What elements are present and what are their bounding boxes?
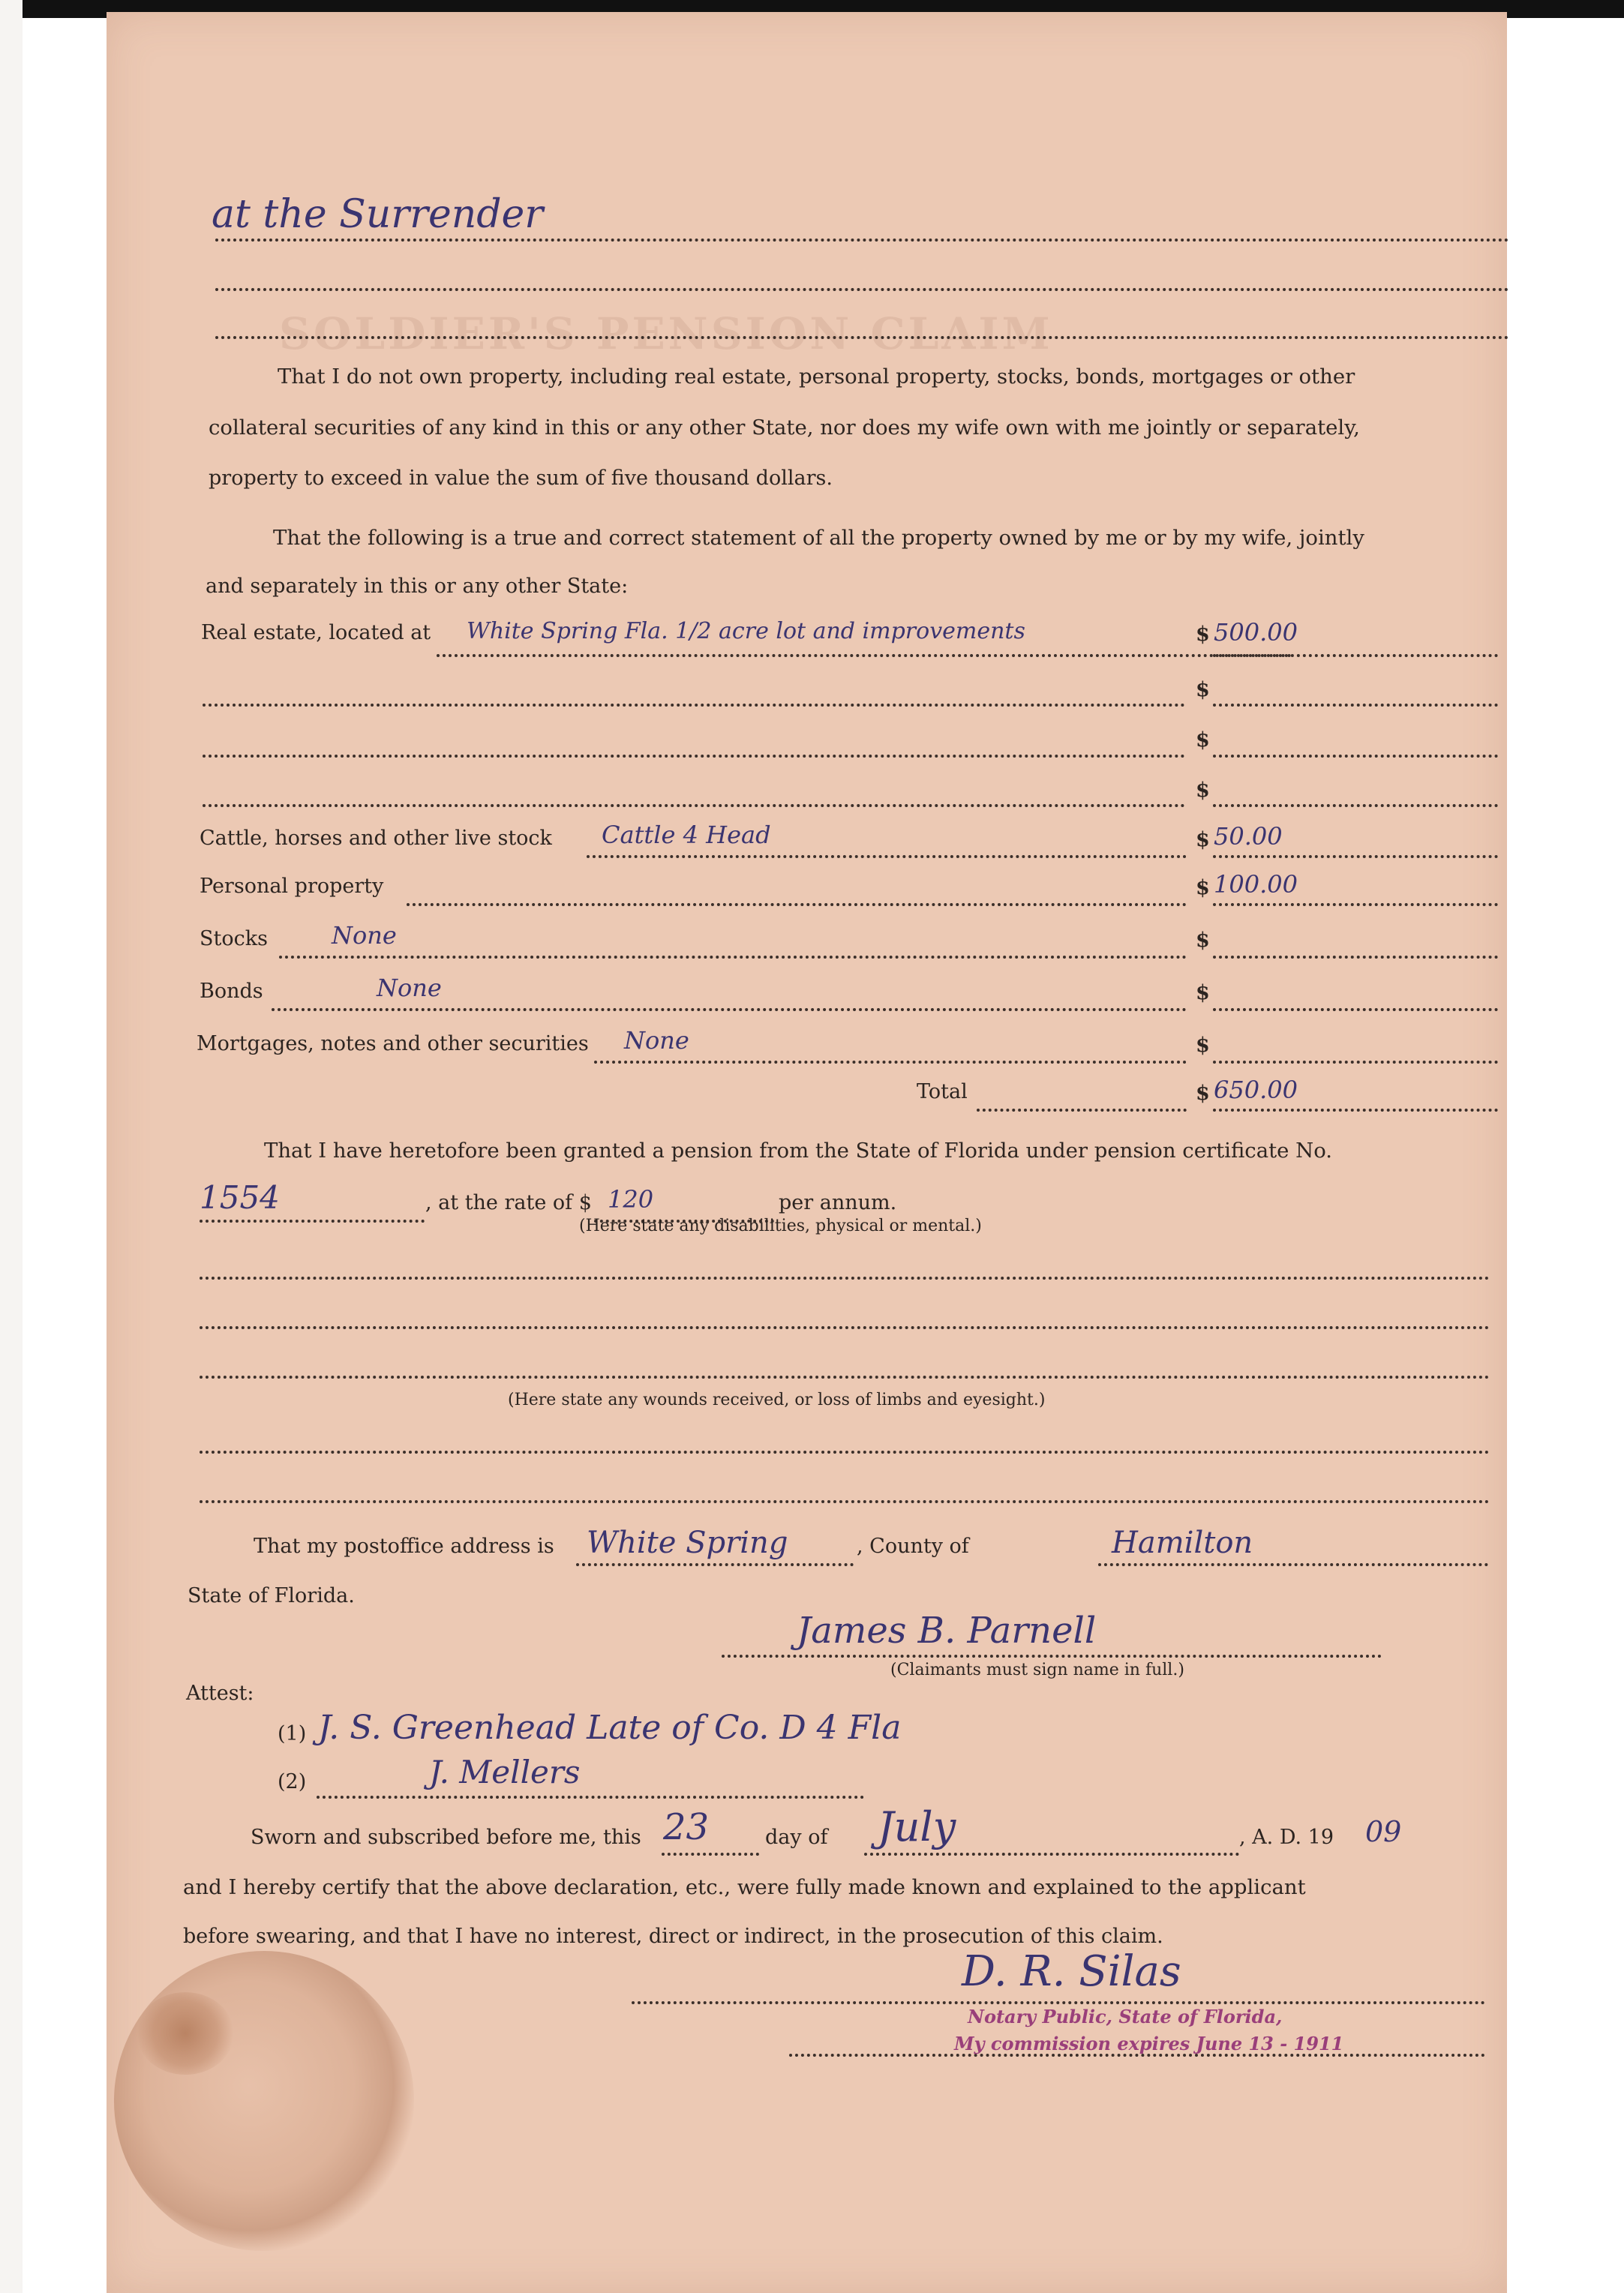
dotted-line — [200, 1326, 1490, 1329]
dotted-line — [1213, 755, 1498, 758]
dotted-line — [215, 288, 1509, 291]
dollar-sign: $ — [1196, 981, 1210, 1004]
disabilities-note: (Here state any disabilities, physical or mental.) — [579, 1217, 982, 1235]
dotted-line — [722, 1655, 1382, 1658]
livestock-value: 50.00 — [1214, 822, 1283, 851]
scan-left-margin — [0, 0, 23, 2293]
claimant-signature: James B. Parnell — [797, 1610, 1097, 1652]
dotted-line — [662, 1853, 759, 1856]
oath-month: July — [878, 1803, 956, 1850]
total-label: Total — [917, 1080, 968, 1103]
dotted-line — [200, 1220, 425, 1223]
livestock-description: Cattle 4 Head — [602, 821, 771, 849]
dotted-line — [1213, 956, 1498, 959]
dollar-sign: $ — [1196, 929, 1210, 952]
dotted-line — [437, 654, 1292, 657]
total-value: 650.00 — [1214, 1076, 1298, 1104]
seal-stain — [137, 1992, 234, 2075]
bonds-value: None — [377, 974, 442, 1002]
attest-number-1: (1) — [278, 1722, 307, 1745]
dotted-line — [215, 336, 1509, 339]
dollar-sign: $ — [1196, 1034, 1210, 1057]
pension-rate: 120 — [608, 1185, 654, 1214]
dotted-line — [200, 1376, 1490, 1379]
declaration-line-3: property to exceed in value the sum of five thousand dollars. — [209, 467, 833, 490]
oath-interest-line: before swearing, and that I have no interest, direct or indirect, in the prosecution of this claim. — [183, 1925, 1163, 1948]
notary-signature: D. R. Silas — [962, 1947, 1181, 1996]
oath-prefix: Sworn and subscribed before me, this — [251, 1826, 641, 1849]
oath-day: 23 — [663, 1806, 710, 1848]
dotted-line — [200, 1451, 1490, 1454]
pension-certificate-number: 1554 — [200, 1179, 280, 1216]
mortgages-value: None — [624, 1026, 689, 1055]
dotted-line — [587, 855, 1187, 858]
dotted-line — [279, 956, 1187, 959]
dotted-line — [1213, 1109, 1498, 1112]
oath-year: 09 — [1365, 1815, 1402, 1848]
notary-stamp-commission: My commission expires June 13 - 1911 — [954, 2033, 1344, 2054]
notary-stamp-title: Notary Public, State of Florida, — [968, 2006, 1283, 2027]
attest-number-2: (2) — [278, 1770, 307, 1793]
dollar-sign: $ — [1196, 779, 1210, 802]
county-label: , County of — [857, 1535, 969, 1558]
pension-statement: That I have heretofore been granted a pension from the State of Florida under pension certificate No. — [264, 1139, 1333, 1163]
dotted-line — [272, 1008, 1187, 1011]
dollar-sign: $ — [1196, 1082, 1210, 1105]
oath-ad: , A. D. 19 — [1239, 1826, 1334, 1849]
dotted-line — [203, 755, 1185, 758]
dotted-line — [977, 1109, 1187, 1112]
dotted-line — [594, 1061, 1187, 1064]
dotted-line — [632, 2001, 1485, 2004]
pension-rate-prefix: , at the rate of $ — [425, 1191, 592, 1214]
dotted-line — [1213, 804, 1498, 807]
stocks-value: None — [332, 921, 397, 950]
dotted-line — [407, 903, 1187, 906]
dotted-line — [317, 1796, 864, 1799]
dotted-line — [576, 1563, 854, 1566]
dotted-line — [200, 1277, 1490, 1280]
dotted-line — [203, 804, 1185, 807]
statement-line-1: That the following is a true and correct statement of all the property owned by me or by my wife, jointly — [273, 526, 1364, 550]
declaration-line-1: That I do not own property, including real estate, personal property, stocks, bonds, mortgages or other — [278, 365, 1355, 389]
postoffice-label: That my postoffice address is — [254, 1535, 554, 1558]
real-estate-label: Real estate, located at — [201, 621, 431, 644]
dollar-sign: $ — [1196, 828, 1210, 851]
personal-property-value: 100.00 — [1214, 870, 1298, 899]
postoffice-town: White Spring — [587, 1526, 788, 1560]
declaration-line-2: collateral securities of any kind in this or any other State, nor does my wife own with me jointly or separately, — [209, 416, 1360, 440]
dollar-sign: $ — [1196, 678, 1210, 701]
livestock-label: Cattle, horses and other live stock — [200, 827, 552, 850]
bleed-through-heading: SOLDIER'S PENSION CLAIM — [279, 308, 1053, 359]
dotted-line — [1213, 1061, 1498, 1064]
embossed-notary-seal — [114, 1951, 414, 2251]
real-estate-location: White Spring Fla. 1/2 acre lot and improvements — [467, 618, 1025, 644]
dollar-sign: $ — [1196, 623, 1210, 646]
dotted-line — [215, 239, 1509, 242]
witness-2-signature: J. Mellers — [429, 1754, 581, 1790]
oath-day-of: day of — [765, 1826, 828, 1849]
county-name: Hamilton — [1112, 1526, 1253, 1560]
stocks-label: Stocks — [200, 927, 268, 950]
dotted-line — [1213, 654, 1498, 657]
mortgages-label: Mortgages, notes and other securities — [197, 1032, 589, 1055]
oath-certify-line: and I hereby certify that the above declaration, etc., were fully made known and explained to the applicant — [183, 1875, 1306, 1899]
dotted-line — [864, 1853, 1239, 1856]
witness-1-signature: J. S. Greenhead Late of Co. D 4 Fla — [318, 1709, 902, 1747]
dotted-line — [1213, 1008, 1498, 1011]
dotted-line — [1213, 855, 1498, 858]
claimant-sign-note: (Claimants must sign name in full.) — [890, 1661, 1184, 1679]
document-page — [107, 12, 1507, 2293]
dollar-sign: $ — [1196, 728, 1210, 752]
dotted-line — [200, 1500, 1490, 1503]
handwritten-continuation: at the Surrender — [212, 192, 544, 237]
dotted-line — [203, 704, 1185, 707]
dotted-line — [1098, 1563, 1488, 1566]
dollar-sign: $ — [1196, 876, 1210, 899]
dotted-line — [1213, 903, 1498, 906]
real-estate-value: 500.00 — [1214, 618, 1298, 647]
state-line: State of Florida. — [188, 1584, 355, 1607]
statement-line-2: and separately in this or any other State: — [206, 575, 629, 598]
wounds-note: (Here state any wounds received, or loss of limbs and eyesight.) — [508, 1391, 1046, 1409]
dotted-line — [1213, 704, 1498, 707]
personal-property-label: Personal property — [200, 875, 384, 898]
attest-label: Attest: — [186, 1682, 254, 1705]
pension-rate-suffix: per annum. — [779, 1191, 897, 1214]
bonds-label: Bonds — [200, 980, 263, 1003]
